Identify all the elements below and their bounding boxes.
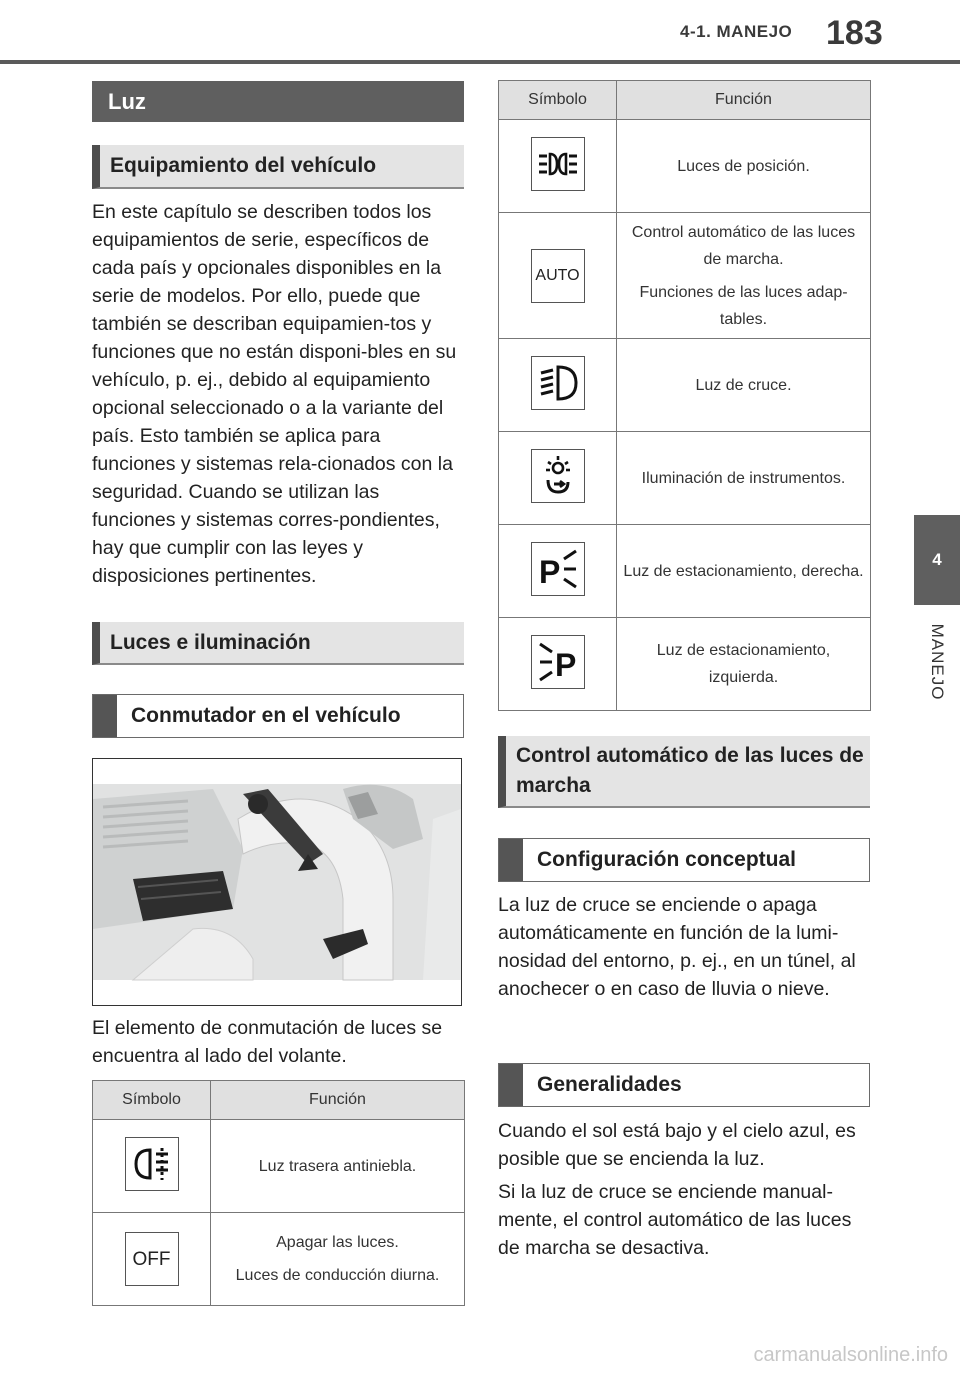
heading-marker [93,695,117,737]
heading-marker [499,839,523,881]
table-row [93,1120,465,1213]
heading-luz: Luz [92,81,464,122]
heading-marker [499,1064,523,1106]
table-row [499,120,871,213]
general-paragraph-2: Si la luz de cruce se enciende manual-mente, el control automático de las luces de marcha se desactiva. [498,1181,852,1259]
heading-luces-iluminacion: Luces e iluminación [92,622,464,665]
symbol-cell [499,120,617,213]
function-cell: Apagar las luces. Luces de conducción diurna. [211,1213,465,1306]
parking-light-right-icon [531,542,585,596]
function-cell: Luz de estacionamiento, izquierda. [617,618,871,711]
symbol-cell [499,213,617,339]
parking-lights-icon [531,137,585,191]
table-header-row [499,81,871,120]
symbol-cell [499,618,617,711]
svg-text:P: P [538,554,560,590]
function-cell: Luz de estacionamiento, derecha. [617,525,871,618]
symbol-cell [499,432,617,525]
heading-configuracion: Configuración conceptual [498,838,870,882]
function-cell: Luz trasera antiniebla. [211,1120,465,1213]
function-cell: Iluminación de instrumentos. [617,432,871,525]
column-header-function: Función [211,1081,465,1120]
symbol-cell [499,525,617,618]
dashboard-drawing [93,759,461,1005]
function-cell: Control automático de las luces de marcha. Funciones de las luces adap-tables. [617,213,871,339]
column-header-symbol: Símbolo [93,1081,211,1120]
symbol-table-left [92,1080,465,1306]
rear-fog-light-icon [125,1137,179,1191]
table-row [499,525,871,618]
chapter-tab[interactable]: 4 [914,515,960,605]
table-row [499,618,871,711]
symbol-cell [93,1120,211,1213]
heading-conmutador: Conmutador en el vehículo [92,694,464,738]
heading-control-automatico: Control automático de las luces de marcha [498,736,870,808]
table-row [499,339,871,432]
column-header-symbol: Símbolo [499,81,617,120]
switch-paragraph: El elemento de conmutación de luces se encuentra al lado del volante. [92,1017,443,1067]
section-title: 4-1. MANEJO [680,22,793,41]
svg-text:P: P [554,647,576,683]
symbol-table-right [498,80,871,711]
chapter-side-label: MANEJO [928,623,947,701]
heading-generalidades: Generalidades [498,1063,870,1107]
column-header-function: Función [617,81,871,120]
lights-off-icon: OFF [125,1232,179,1286]
low-beam-icon [531,356,585,410]
function-cell: Luz de cruce. [617,339,871,432]
intro-paragraph: En este capítulo se describen todos los equipamientos de serie, específicos de cada país y opcionales disponibles en la serie de modelos. Por ello, puede que también se describan equipamien-tos y funciones que no están disponi-bles en su vehículo, p. ej., debido al equipamiento opcional seleccionado o a la variante del país. Esto también se aplica para funciones y sistemas rela-cionados con la seguridad. Cuando se utilizan las funciones y sistemas corres-pondientes, hay que cumplir con las leyes y disposiciones pertinentes. [92,201,457,587]
table-row [93,1213,465,1306]
config-paragraph: La luz de cruce se enciende o apaga automáticamente en función de la lumi-nosidad del entorno, p. ej., en un túnel, al anochecer o en caso de lluvia o nieve. [498,894,856,1000]
header-rule [0,60,960,64]
heading-equipamiento: Equipamiento del vehículo [92,145,464,189]
switch-illustration [92,758,462,1006]
function-cell: Luces de posición. [617,120,871,213]
table-row [499,213,871,339]
parking-light-left-icon [531,635,585,689]
auto-lights-icon: AUTO [531,249,585,303]
instrument-lighting-icon [531,449,585,503]
symbol-cell [93,1213,211,1306]
table-row [499,432,871,525]
general-paragraph-1: Cuando el sol está bajo y el cielo azul, es posible que se encienda la luz. [498,1120,856,1170]
symbol-cell [499,339,617,432]
table-header-row [93,1081,465,1120]
watermark: carmanualsonline.info [753,1344,948,1366]
page-number: 183 [826,14,883,52]
